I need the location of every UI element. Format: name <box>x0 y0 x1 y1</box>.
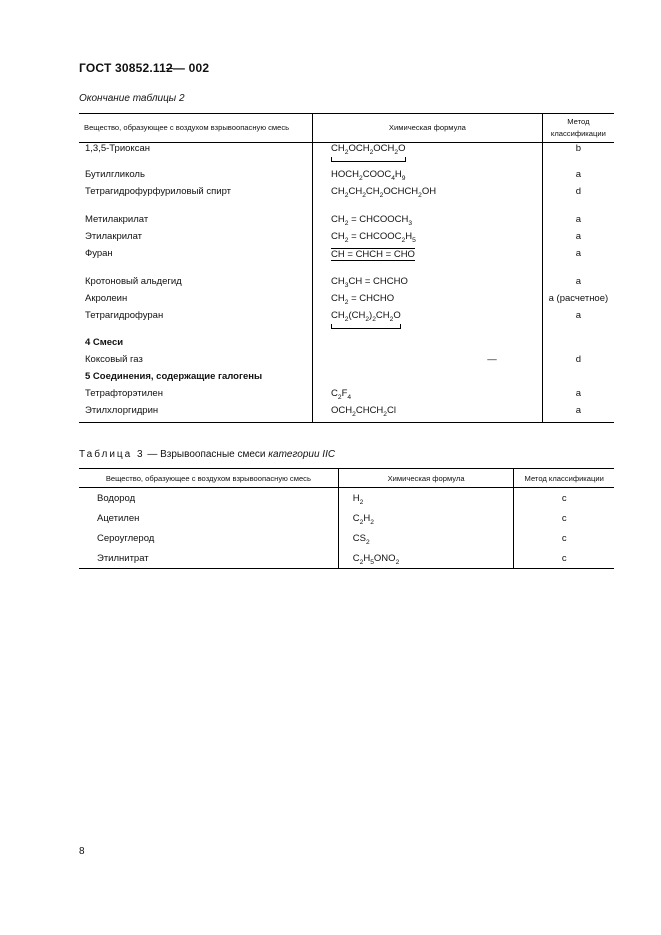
formula-subscript: 2 <box>372 316 376 323</box>
formula-subscript: 4 <box>391 175 395 182</box>
method-cell: a <box>575 276 582 287</box>
substance-name: Водород <box>97 492 136 504</box>
formula-cell: $HOCH_2COOC_4H_9$ <box>313 169 543 186</box>
table-row <box>79 214 614 231</box>
formula-subscript: 2 <box>365 316 370 323</box>
substance-name: Тетрагидрофурфуриловый спирт <box>85 186 231 197</box>
document-code: ГОСТ 30852.112— 002 <box>79 61 210 75</box>
page-number: 8 <box>79 846 85 857</box>
section-row <box>79 371 614 388</box>
table3-caption: Таблица 3 — Взрывоопасные смеси категории IIC <box>79 449 336 460</box>
formula-subscript: 2 <box>369 149 374 156</box>
substance-name: Фуран <box>85 248 113 259</box>
formula-cell: $CS_2$ <box>338 528 514 548</box>
formula-cell: $C_2H_5ONO_2$ <box>338 548 514 569</box>
substance-name: Коксовый газ <box>85 354 143 365</box>
table-row <box>79 388 614 405</box>
formula-subscript: 2 <box>344 192 349 199</box>
formula-subscript: 2 <box>359 175 363 182</box>
method-cell: a <box>575 231 582 242</box>
formula-cell: $H_2$ <box>338 488 514 509</box>
method-cell: c <box>561 552 567 564</box>
substance-name: Кротоновый альдегид <box>85 276 182 287</box>
formula-subscript: 2 <box>344 316 349 323</box>
formula-subscript: 2 <box>383 411 387 418</box>
formula-subscript: 2 <box>394 149 399 156</box>
formula-subscript: 2 <box>359 518 364 526</box>
col-header-formula: Химическая формула <box>338 469 514 488</box>
substance-name: 1,3,5-Триоксан <box>85 143 150 154</box>
formula-subscript: 2 <box>362 192 366 199</box>
formula-cell: $CH_3CH$ = CHCHO <box>313 276 543 293</box>
formula-cell: — <box>313 354 543 371</box>
substance-name: Тетрагидрофуран <box>85 310 164 321</box>
ring-formula: CH = CHCH = CHO <box>331 249 415 260</box>
formula-subscript: 2 <box>344 149 349 156</box>
table-row <box>79 186 614 214</box>
formula-cell <box>313 310 543 337</box>
formula-subscript: 2 <box>401 237 406 244</box>
method-cell: d <box>575 354 582 365</box>
table-row <box>79 231 614 248</box>
substance-name: Сероуглерод <box>97 532 155 544</box>
table2-caption: Окончание таблицы 2 <box>79 93 185 104</box>
table3 <box>79 468 614 569</box>
table-row <box>79 143 614 170</box>
table-row <box>79 169 614 186</box>
col-header-formula: Химическая формула <box>313 114 543 143</box>
col-header-substance: Вещество, образующее с воздухом взрывоопасную смесь <box>79 469 338 488</box>
formula-cell: $CH_2CH_2CH_2OCHCH_2OH$ <box>313 186 543 214</box>
formula-subscript: 2 <box>359 498 364 506</box>
formula-cell <box>313 248 543 276</box>
table2 <box>79 113 614 423</box>
col-header-method: Метод классификации <box>542 114 614 143</box>
formula-cell: $OCH_2CHCH_2Cl$ <box>313 405 543 423</box>
formula-subscript: 3 <box>408 220 413 227</box>
formula-cell: $CH_2$ = $CHCOOC_2H_5$ <box>313 231 543 248</box>
formula-subscript: 5 <box>370 558 374 566</box>
ring-bracket <box>331 157 405 162</box>
formula-cell <box>313 143 543 170</box>
formula-subscript: 2 <box>365 538 370 546</box>
substance-name: Этилнитрат <box>97 552 149 564</box>
table-row <box>79 293 614 310</box>
formula-cell: $C_2H_2$ <box>338 508 514 528</box>
method-cell: a <box>575 388 582 399</box>
method-cell: a <box>575 405 582 416</box>
formula-subscript: 2 <box>337 394 342 401</box>
substance-name: Этилакрилат <box>85 231 143 242</box>
table-row <box>79 310 614 337</box>
formula-subscript: 2 <box>344 237 349 244</box>
method-cell: c <box>561 532 567 544</box>
table-row <box>79 276 614 293</box>
section-title: 5 Соединения, содержащие галогены <box>85 371 263 382</box>
method-cell: a (расчетное) <box>548 293 609 304</box>
col-header-method: Метод классификации <box>514 469 614 488</box>
formula-subscript: 2 <box>344 299 349 306</box>
substance-name: Метилакрилат <box>85 214 149 225</box>
substance-name: Акролеин <box>85 293 128 304</box>
ring-formula: $CH_2OCH_2OCH_2O$ <box>331 143 405 162</box>
method-cell: d <box>575 186 582 197</box>
method-cell: c <box>561 512 567 524</box>
formula-subscript: 2 <box>379 192 384 199</box>
col-header-substance: Вещество, образующее с воздухом взрывоопасную смесь <box>79 114 313 143</box>
substance-name: Ацетилен <box>97 512 140 524</box>
substance-name: Тетрафторэтилен <box>85 388 163 399</box>
method-cell: a <box>575 169 582 180</box>
table-row <box>79 248 614 276</box>
method-cell: a <box>575 248 582 259</box>
formula-subscript: 5 <box>412 237 416 244</box>
method-cell: b <box>575 143 582 154</box>
table-row <box>79 508 614 528</box>
formula-subscript: 2 <box>418 192 422 199</box>
table-row <box>79 528 614 548</box>
formula-subscript: 4 <box>347 394 352 401</box>
ring-formula: $CH_2(CH_2)_2CH_2O$ <box>331 310 401 329</box>
method-cell: a <box>575 310 582 321</box>
formula-subscript: 3 <box>344 282 349 289</box>
table-row <box>79 405 614 423</box>
ring-bracket <box>331 324 401 329</box>
formula-subscript: 2 <box>352 411 356 418</box>
substance-name: Этилхлоргидрин <box>85 405 159 416</box>
table-row <box>79 548 614 569</box>
formula-subscript: 2 <box>370 518 374 526</box>
section-title: 4 Смеси <box>85 337 124 348</box>
section-row <box>79 337 614 354</box>
method-cell: c <box>561 492 567 504</box>
formula-cell: $C_2F_4$ <box>313 388 543 405</box>
formula-subscript: 9 <box>401 175 406 182</box>
formula-cell: $CH_2$ = CHCHO <box>313 293 543 310</box>
substance-name: Бутилгликоль <box>85 169 145 180</box>
table-row <box>79 488 614 509</box>
formula-subscript: 2 <box>359 558 364 566</box>
formula-cell: $CH_2$ = $CHCOOCH_3$ <box>313 214 543 231</box>
table-row <box>79 354 614 371</box>
formula-subscript: 2 <box>389 316 394 323</box>
formula-subscript: 2 <box>395 558 400 566</box>
method-cell: a <box>575 214 582 225</box>
formula-subscript: 2 <box>344 220 349 227</box>
